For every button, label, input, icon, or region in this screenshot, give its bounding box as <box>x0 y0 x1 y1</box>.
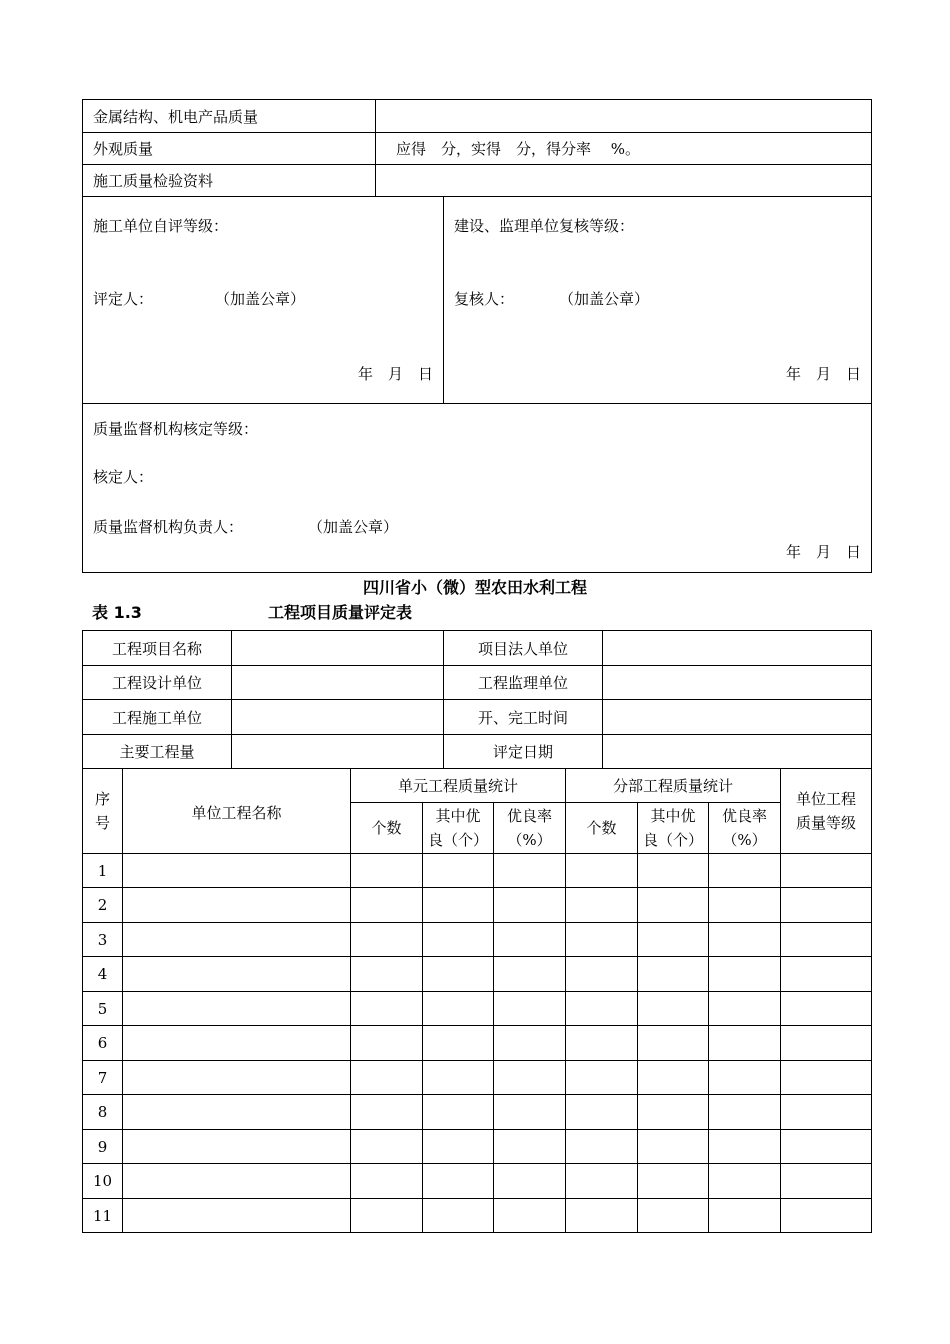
branch-count-cell[interactable] <box>566 1095 638 1130</box>
element-excellent-cell[interactable] <box>423 1164 494 1199</box>
unit-grade-cell[interactable] <box>781 888 872 923</box>
element-excellent-cell[interactable] <box>423 1061 494 1095</box>
legal-unit-value[interactable] <box>603 631 872 666</box>
branch-excellent-cell[interactable] <box>638 957 709 992</box>
design-unit-value[interactable] <box>232 666 444 700</box>
element-rate-cell[interactable] <box>494 992 566 1026</box>
element-rate-cell[interactable] <box>494 888 566 923</box>
table-row <box>83 1061 872 1095</box>
design-unit-label: 工程设计单位 <box>83 666 232 700</box>
table-number: 表 1.3 <box>92 603 142 622</box>
element-count-cell[interactable] <box>351 888 423 923</box>
element-count-cell[interactable] <box>351 854 423 888</box>
row-number: 10 <box>83 1164 123 1199</box>
branch-excellent-b: 良（个） <box>643 831 704 849</box>
branch-rate-cell[interactable] <box>709 992 781 1026</box>
inspection-docs-label: 施工质量检验资料 <box>83 165 376 197</box>
branch-count-cell[interactable] <box>566 888 638 923</box>
unit-name-cell[interactable] <box>123 992 351 1026</box>
supervision-title: 质量监督机构核定等级： <box>93 420 259 438</box>
branch-excellent-cell[interactable] <box>638 1130 709 1164</box>
branch-rate-cell[interactable] <box>709 1199 781 1233</box>
branch-excellent-cell[interactable] <box>638 1026 709 1061</box>
seq-header-b: 号 <box>94 814 110 832</box>
element-rate-cell[interactable] <box>494 1199 566 1233</box>
element-excellent-cell[interactable] <box>423 1095 494 1130</box>
branch-excellent-cell[interactable] <box>638 888 709 923</box>
branch-count-cell[interactable] <box>566 957 638 992</box>
table-row <box>83 1164 872 1199</box>
review-cell <box>444 197 872 404</box>
element-count-cell[interactable] <box>351 1164 423 1199</box>
table-row <box>83 957 872 992</box>
top-quality-table <box>82 99 872 573</box>
metal-structure-label: 金属结构、机电产品质量 <box>83 100 376 133</box>
element-count-cell[interactable] <box>351 923 423 957</box>
branch-excellent-cell[interactable] <box>638 854 709 888</box>
row-number: 9 <box>83 1130 123 1164</box>
supervision-person: 核定人： <box>93 468 154 486</box>
table-row <box>83 1130 872 1164</box>
start-end-value[interactable] <box>603 700 872 735</box>
main-quantity-label: 主要工程量 <box>83 735 232 769</box>
review-seal: （加盖公章） <box>559 290 650 308</box>
unit-grade-cell[interactable] <box>781 1026 872 1061</box>
appearance-score-text: 应得 分，实得 分，得分率 %。 <box>376 133 872 165</box>
element-excellent-cell[interactable] <box>423 957 494 992</box>
branch-count-cell[interactable] <box>566 854 638 888</box>
element-count-cell[interactable] <box>351 1199 423 1233</box>
branch-rate-cell[interactable] <box>709 888 781 923</box>
unit-name-cell[interactable] <box>123 1061 351 1095</box>
supervision-leader: 质量监督机构负责人： <box>93 518 244 536</box>
element-excellent-cell[interactable] <box>423 854 494 888</box>
table-row <box>83 992 872 1026</box>
branch-rate-cell[interactable] <box>709 957 781 992</box>
element-count-cell[interactable] <box>351 1130 423 1164</box>
element-count-cell[interactable] <box>351 992 423 1026</box>
unit-grade-cell[interactable] <box>781 1164 872 1199</box>
branch-excellent-cell[interactable] <box>638 992 709 1026</box>
branch-count-cell[interactable] <box>566 1061 638 1095</box>
construction-unit-value[interactable] <box>232 700 444 735</box>
element-excellent-cell[interactable] <box>423 1199 494 1233</box>
element-excellent-cell[interactable] <box>423 923 494 957</box>
element-rate-cell[interactable] <box>494 1061 566 1095</box>
element-excellent-a: 其中优 <box>435 807 481 825</box>
unit-grade-cell[interactable] <box>781 1061 872 1095</box>
unit-grade-cell[interactable] <box>781 1199 872 1233</box>
seq-header <box>83 769 123 854</box>
supervision-unit-value[interactable] <box>603 666 872 700</box>
table-row <box>83 854 872 888</box>
row-number: 5 <box>83 992 123 1026</box>
main-quantity-value[interactable] <box>232 735 444 769</box>
table-row <box>83 1095 872 1130</box>
unit-grade-header <box>781 769 872 854</box>
unit-name-cell[interactable] <box>123 1095 351 1130</box>
element-excellent-b: 良（个） <box>427 831 488 849</box>
unit-grade-header-b: 质量等级 <box>796 814 857 832</box>
supervision-seal: （加盖公章） <box>308 518 399 536</box>
branch-excellent-a: 其中优 <box>650 807 696 825</box>
element-rate-cell[interactable] <box>494 1130 566 1164</box>
start-end-label: 开、完工时间 <box>444 700 603 735</box>
review-title: 建设、监理单位复核等级： <box>454 217 635 235</box>
grid-body <box>83 854 872 1233</box>
branch-count-cell[interactable] <box>566 923 638 957</box>
element-excellent-header <box>423 803 494 854</box>
unit-grade-header-a: 单位工程 <box>796 790 857 808</box>
branch-rate-cell[interactable] <box>709 1095 781 1130</box>
row-number: 4 <box>83 957 123 992</box>
element-excellent-cell[interactable] <box>423 1130 494 1164</box>
self-eval-title: 施工单位自评等级： <box>93 217 229 235</box>
element-rate-cell[interactable] <box>494 957 566 992</box>
element-count-cell[interactable] <box>351 957 423 992</box>
branch-stats-header: 分部工程质量统计 <box>566 769 781 803</box>
unit-name-header: 单位工程名称 <box>123 769 351 854</box>
metal-structure-value <box>376 100 872 133</box>
element-rate-cell[interactable] <box>494 923 566 957</box>
table-row <box>83 923 872 957</box>
row-number: 3 <box>83 923 123 957</box>
branch-rate-cell[interactable] <box>709 1164 781 1199</box>
element-count-cell[interactable] <box>351 1061 423 1095</box>
project-info-table <box>82 630 872 769</box>
element-rate-cell[interactable] <box>494 1095 566 1130</box>
legal-unit-label: 项目法人单位 <box>444 631 603 666</box>
review-person: 复核人： <box>454 290 515 308</box>
branch-rate-a: 优良率 <box>722 807 768 825</box>
unit-grade-cell[interactable] <box>781 854 872 888</box>
row-number: 7 <box>83 1061 123 1095</box>
element-count-cell[interactable] <box>351 1026 423 1061</box>
project-name-label: 工程项目名称 <box>83 631 232 666</box>
supervision-date: 年 月 日 <box>785 543 861 561</box>
branch-count-cell[interactable] <box>566 992 638 1026</box>
element-rate-header <box>494 803 566 854</box>
element-rate-cell[interactable] <box>494 1026 566 1061</box>
branch-excellent-cell[interactable] <box>638 1199 709 1233</box>
unit-grade-cell[interactable] <box>781 1095 872 1130</box>
unit-grade-cell[interactable] <box>781 957 872 992</box>
branch-rate-header <box>709 803 781 854</box>
unit-grade-cell[interactable] <box>781 923 872 957</box>
unit-project-grid <box>82 768 872 1233</box>
row-number: 8 <box>83 1095 123 1130</box>
eval-date-value[interactable] <box>603 735 872 769</box>
branch-count-header: 个数 <box>566 803 638 854</box>
branch-excellent-header <box>638 803 709 854</box>
element-rate-a: 优良率 <box>507 807 553 825</box>
element-count-header: 个数 <box>351 803 423 854</box>
self-eval-cell <box>83 197 444 404</box>
branch-rate-cell[interactable] <box>709 1061 781 1095</box>
branch-excellent-cell[interactable] <box>638 1095 709 1130</box>
branch-excellent-cell[interactable] <box>638 1164 709 1199</box>
self-eval-seal: （加盖公章） <box>215 290 306 308</box>
supervision-unit-label: 工程监理单位 <box>444 666 603 700</box>
supervision-cell <box>83 404 872 573</box>
element-count-cell[interactable] <box>351 1095 423 1130</box>
element-excellent-cell[interactable] <box>423 888 494 923</box>
branch-excellent-cell[interactable] <box>638 923 709 957</box>
row-number: 6 <box>83 1026 123 1061</box>
project-name-value[interactable] <box>232 631 444 666</box>
branch-rate-cell[interactable] <box>709 1130 781 1164</box>
element-excellent-cell[interactable] <box>423 1026 494 1061</box>
branch-rate-cell[interactable] <box>709 854 781 888</box>
row-number: 11 <box>83 1199 123 1233</box>
row-number: 1 <box>83 854 123 888</box>
table-subtitle: 工程项目质量评定表 <box>268 603 413 622</box>
table-row <box>83 888 872 923</box>
unit-name-cell[interactable] <box>123 1130 351 1164</box>
unit-name-cell[interactable] <box>123 1164 351 1199</box>
unit-name-cell[interactable] <box>123 854 351 888</box>
seq-header-a: 序 <box>94 790 110 808</box>
branch-count-cell[interactable] <box>566 1164 638 1199</box>
branch-count-cell[interactable] <box>566 1026 638 1061</box>
self-eval-person: 评定人： <box>93 290 154 308</box>
unit-name-cell[interactable] <box>123 957 351 992</box>
element-stats-header: 单元工程质量统计 <box>351 769 566 803</box>
branch-rate-cell[interactable] <box>709 923 781 957</box>
element-excellent-cell[interactable] <box>423 992 494 1026</box>
unit-name-cell[interactable] <box>123 923 351 957</box>
appearance-label: 外观质量 <box>83 133 376 165</box>
self-eval-date: 年 月 日 <box>357 365 433 383</box>
unit-name-cell[interactable] <box>123 1026 351 1061</box>
unit-grade-cell[interactable] <box>781 1130 872 1164</box>
branch-rate-cell[interactable] <box>709 1026 781 1061</box>
review-date: 年 月 日 <box>785 365 861 383</box>
branch-count-cell[interactable] <box>566 1130 638 1164</box>
branch-rate-b: （%） <box>722 831 767 849</box>
document-title: 四川省小（微）型农田水利工程 <box>362 578 587 597</box>
row-number: 2 <box>83 888 123 923</box>
eval-date-label: 评定日期 <box>444 735 603 769</box>
element-rate-cell[interactable] <box>494 854 566 888</box>
unit-name-cell[interactable] <box>123 1199 351 1233</box>
construction-unit-label: 工程施工单位 <box>83 700 232 735</box>
branch-count-cell[interactable] <box>566 1199 638 1233</box>
inspection-docs-value <box>376 165 872 197</box>
table-row <box>83 1199 872 1233</box>
element-rate-b: （%） <box>507 831 552 849</box>
element-rate-cell[interactable] <box>494 1164 566 1199</box>
unit-name-cell[interactable] <box>123 888 351 923</box>
table-row <box>83 1026 872 1061</box>
branch-excellent-cell[interactable] <box>638 1061 709 1095</box>
unit-grade-cell[interactable] <box>781 992 872 1026</box>
